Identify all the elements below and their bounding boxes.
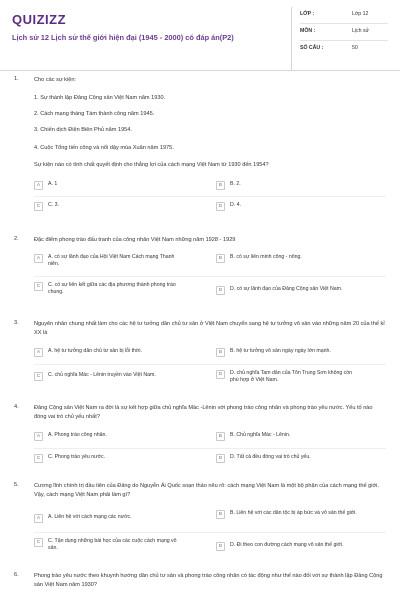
question-stem: Cương lĩnh chính trị đầu tiên của Đảng do Nguyễn Ái Quốc soạn thảo nêu rõ: cách mạng Việt Nam là một bộ phận của cách mạng thế giới. Vậy, cách mạng Việt Nam phải làm gì? bbox=[34, 483, 379, 498]
option-letter-box: B bbox=[216, 181, 225, 190]
option-letter-box: C bbox=[34, 372, 43, 381]
question-stem: Phong trào yêu nước theo khuynh hướng dân chủ tư sản và phong trào công nhân có tác động như thế nào đối với sự thành lập Đảng Cộng sản Việt Nam năm 1930? bbox=[34, 573, 383, 588]
option-letter-box: C bbox=[34, 538, 43, 547]
option-divider bbox=[34, 532, 386, 533]
meta-value: Lịch sử bbox=[352, 28, 370, 34]
question-stem: Đảng Cộng sản Việt Nam ra đời là sự kết hợp giữa chủ nghĩa Mác -Lênin với phong trào công nhân và phong trào yêu nước. Yếu tố nào đóng vai trò chủ yếu nhất? bbox=[34, 405, 373, 420]
option-letter-box: D bbox=[216, 454, 225, 463]
option-letter-box: A bbox=[34, 348, 43, 357]
option-text: B. Liên hệ với các dân tộc bị áp bức và vô sản thế giới. bbox=[230, 510, 357, 516]
quizizz-logo: QUIZIZZ bbox=[12, 12, 67, 27]
meta-row-class bbox=[300, 7, 388, 24]
option-text: C. có sự liên kết giữa các địa phương thành phong trào chung. bbox=[48, 282, 176, 295]
question-prompt: Sự kiện nào có tính chất quyết định cho thắng lợi của cách mạng Việt Nam từ 1930 đến 1954? bbox=[34, 162, 269, 168]
option-text: A. có sự lãnh đạo của Hội Việt Nam Cách mạng Thanh niên. bbox=[48, 254, 175, 267]
meta-label: MÔN : bbox=[300, 28, 316, 34]
option-letter-box: D bbox=[216, 370, 225, 379]
meta-value: 50 bbox=[352, 45, 358, 51]
option-letter-box: B bbox=[216, 348, 225, 357]
question-number: 3. bbox=[14, 320, 19, 326]
meta-label: SỐ CÂU : bbox=[300, 45, 324, 51]
option-letter-box: D bbox=[216, 202, 225, 211]
option-text: D. chủ nghĩa Tam dân của Tôn Trung Sơn không còn phù hợp ở Việt Nam. bbox=[230, 370, 353, 383]
option-letter-box: B bbox=[216, 254, 225, 263]
option-letter-box: A bbox=[34, 514, 43, 523]
question-stem: Cho các sự kiện: bbox=[34, 77, 76, 83]
option-divider bbox=[34, 448, 386, 449]
question-number: 6. bbox=[14, 572, 19, 578]
option-text: C. chủ nghĩa Mác - Lênin truyền vào Việt Nam. bbox=[48, 372, 156, 378]
option-letter-box: B bbox=[216, 432, 225, 441]
option-letter-box: C bbox=[34, 202, 43, 211]
option-letter-box: B bbox=[216, 510, 225, 519]
meta-label: LỚP : bbox=[300, 11, 315, 17]
worksheet-title: Lịch sử 12 Lịch sử thế giới hiện đại (1945 - 2000) có đáp án(P2) bbox=[12, 33, 234, 42]
option-text: D. 4. bbox=[230, 202, 241, 208]
question-event: 4. Cuộc Tổng tiến công và nổi dậy mùa Xuân năm 1975. bbox=[34, 145, 174, 151]
question-number: 1. bbox=[14, 76, 19, 82]
option-text: A. Liên hệ với cách mạng các nước. bbox=[48, 514, 132, 520]
option-text: C. Tận dụng những bài học của các cuộc cách mạng vô sản. bbox=[48, 538, 177, 551]
option-text: A. Phong trào công nhân. bbox=[48, 432, 107, 438]
option-letter-box: C bbox=[34, 282, 43, 291]
question-event: 2. Cách mạng tháng Tám thành công năm 1945. bbox=[34, 111, 155, 117]
option-text: B. 2. bbox=[230, 181, 241, 187]
option-text: C. Phong trào yêu nước. bbox=[48, 454, 106, 460]
question-number: 4. bbox=[14, 404, 19, 410]
option-text: B. hệ tư tưởng vô sản ngày ngày lớn mạnh. bbox=[230, 348, 331, 354]
question-number: 2. bbox=[14, 236, 19, 242]
option-letter-box: D bbox=[216, 542, 225, 551]
option-text: B. Chủ nghĩa Mác - Lênin. bbox=[230, 432, 291, 438]
question-event: 3. Chiến dịch Điện Biên Phủ năm 1954. bbox=[34, 127, 132, 133]
meta-row-count bbox=[300, 41, 388, 57]
option-divider bbox=[34, 276, 386, 277]
question-stem: Đặc điểm phong trào đấu tranh của công nhân Việt Nam những năm 1928 - 1929 bbox=[34, 237, 236, 243]
question-number: 5. bbox=[14, 482, 19, 488]
option-text: A. 1 bbox=[48, 181, 58, 187]
option-letter-box: A bbox=[34, 181, 43, 190]
option-letter-box: A bbox=[34, 254, 43, 263]
option-text: D. Đi theo con đường cách mạng vô sản thế giới. bbox=[230, 542, 344, 548]
option-text: A. hệ tư tưởng dân chủ tư sản bị lỗi thời. bbox=[48, 348, 142, 354]
worksheet-header bbox=[0, 0, 400, 71]
option-divider bbox=[34, 364, 386, 365]
option-text: B. có sự liên minh công - nông. bbox=[230, 254, 302, 260]
option-text: D. có sự lãnh đạo của Đảng Cộng sản Việt Nam. bbox=[230, 286, 343, 292]
question-stem: Nguyên nhân chung nhất làm cho các hệ tư tưởng dân chủ tư sản ở Việt Nam chuyển sang hệ tư tưởng vô sản vào những năm 20 của thế kỉ XX là bbox=[34, 321, 385, 336]
option-letter-box: D bbox=[216, 286, 225, 295]
option-divider bbox=[34, 196, 386, 197]
meta-panel bbox=[291, 7, 400, 70]
question-event: 1. Sự thành lập Đảng Cộng sản Việt Nam năm 1930. bbox=[34, 95, 166, 101]
option-letter-box: C bbox=[34, 454, 43, 463]
meta-value: Lớp 12 bbox=[352, 11, 369, 17]
meta-row-subject bbox=[300, 24, 388, 41]
option-text: D. Tất cả đều đóng vai trò chủ yếu. bbox=[230, 454, 311, 460]
option-letter-box: A bbox=[34, 432, 43, 441]
option-text: C. 3. bbox=[48, 202, 59, 208]
